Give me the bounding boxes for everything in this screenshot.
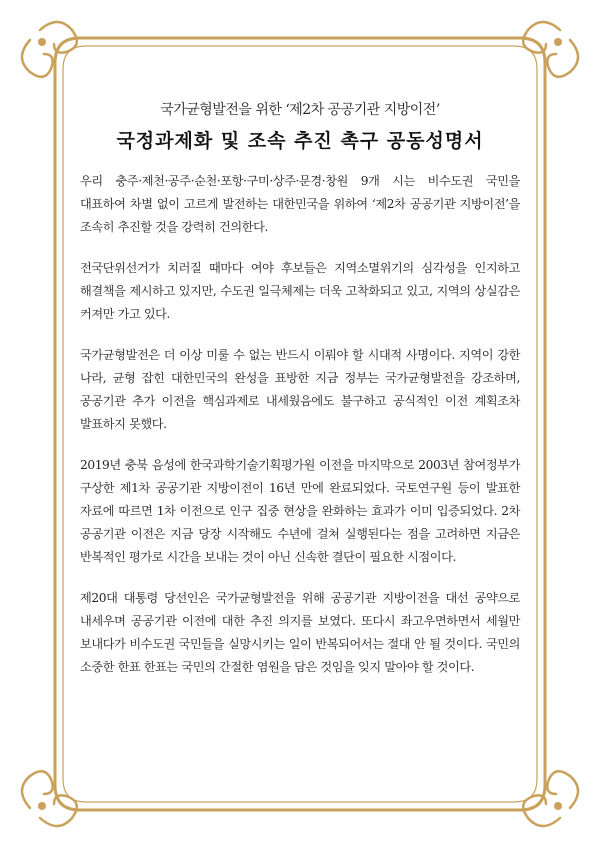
paragraph: 국가균형발전은 더 이상 미룰 수 없는 반드시 이뤄야 할 시대적 사명이다. 지역이 강한 나라, 균형 잡힌 대한민국의 완성을 표방한 지금 정부는 국가균형발전을 강조하며, 공공기관 추가 이전을 핵심과제로 내세웠음에도 불구하고 공식적인 이전 계획조차 발표하지 못했다.	[80, 348, 520, 431]
corner-ornament-top-right	[523, 22, 578, 77]
paragraph: 제20대 대통령 당선인은 국가균형발전을 위해 공공기관 지방이전을 대선 공약으로 내세우며 공공기관 이전에 대한 추진 의지를 보였다. 또다시 좌고우면하면서 세월만 보내다가 비수도권 국민들을 실망시키는 일이 반복되어서는 절대 안 될 것이다. 국민의 소중한 한표 한표는 국민의 간절한 염원을 담은 것임을 잊지 말아야 할 것이다.	[80, 591, 520, 674]
corner-ornament-bottom-left	[22, 771, 77, 826]
corner-ornament-top-left	[22, 22, 77, 77]
corner-ornament-bottom-right	[523, 771, 578, 826]
paragraph: 우리 충주·제천·공주·순천·포항·구미·상주·문경·창원 9개 시는 비수도권 국민을 대표하여 차별 없이 고르게 발전하는 대한민국을 위하여 ‘제2차 공공기관 지방이전’을 조속히 추진할 것을 강력히 건의한다.	[80, 174, 520, 234]
paragraph-list	[80, 170, 520, 679]
paragraph: 전국단위선거가 치러질 때마다 여야 후보들은 지역소멸위기의 심각성을 인지하고 해결책을 제시하고 있지만, 수도권 일극체제는 더욱 고착화되고 있고, 지역의 상실감은 커져만 가고 있다.	[80, 261, 520, 321]
document-subtitle: 국가균형발전을 위한 ‘제2차 공공기관 지방이전’	[160, 102, 440, 118]
paragraph: 2019년 충북 음성에 한국과학기술기획평가원 이전을 마지막으로 2003년 참여정부가 구상한 제1차 공공기관 지방이전이 16년 만에 완료되었다. 국토연구원 등이 발표한 자료에 따르면 1차 이전으로 인구 집중 현상을 완화하는 효과가 이미 입증되었다. 2차 공공기관 이전은 지금 당장 시작해도 수년에 걸쳐 실행된다는 점을 고려하면 지금은 반복적인 평가로 시간을 보내는 것이 아닌 신속한 결단이 필요한 시점이다.	[80, 458, 520, 564]
statement-body	[80, 100, 520, 697]
document-title: 국정과제화 및 조속 추진 촉구 공동성명서	[116, 130, 484, 152]
